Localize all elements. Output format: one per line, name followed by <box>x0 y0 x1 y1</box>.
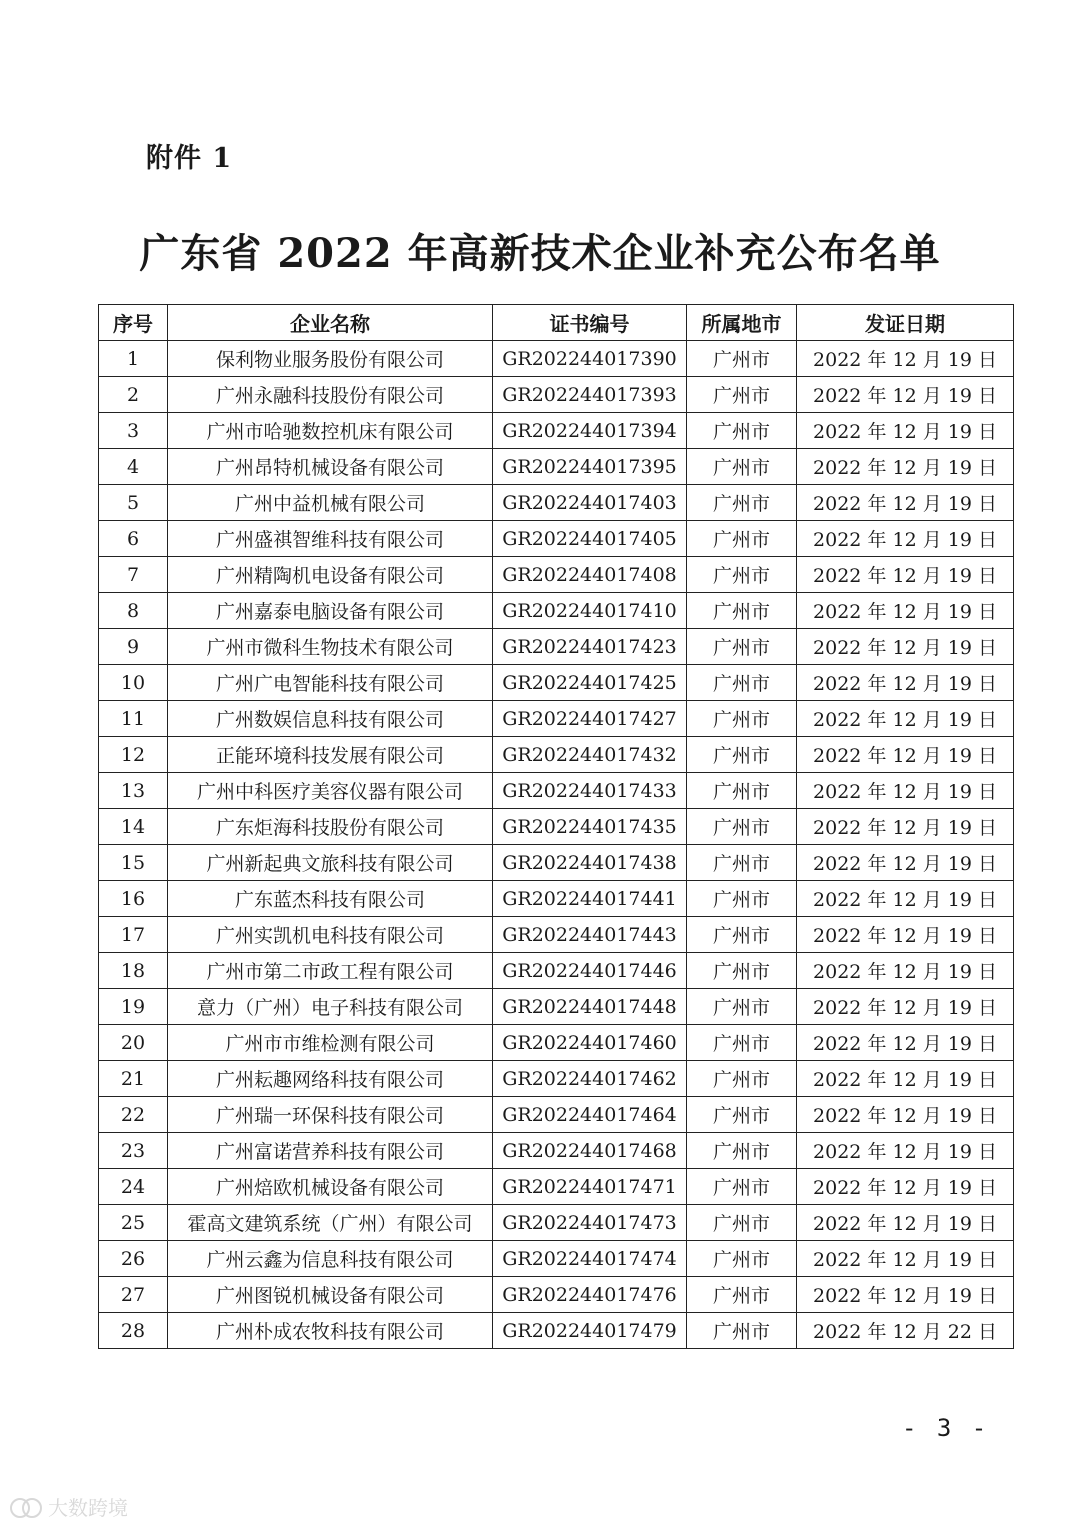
cell-certificate-number: GR202244017443 <box>493 917 687 953</box>
cell-index: 25 <box>99 1205 168 1241</box>
cell-index: 27 <box>99 1277 168 1313</box>
cell-index: 23 <box>99 1133 168 1169</box>
cell-city: 广州市 <box>687 1277 797 1313</box>
cell-issue-date: 2022 年 12 月 19 日 <box>797 521 1014 557</box>
cell-index: 15 <box>99 845 168 881</box>
cell-company-name: 广州市微科生物技术有限公司 <box>168 629 493 665</box>
cell-index: 12 <box>99 737 168 773</box>
cell-issue-date: 2022 年 12 月 19 日 <box>797 485 1014 521</box>
cell-issue-date: 2022 年 12 月 19 日 <box>797 881 1014 917</box>
table-row <box>99 1133 1014 1169</box>
cell-city: 广州市 <box>687 377 797 413</box>
cell-certificate-number: GR202244017427 <box>493 701 687 737</box>
table-row <box>99 809 1014 845</box>
cell-issue-date: 2022 年 12 月 19 日 <box>797 629 1014 665</box>
attachment-label: 附件 1 <box>146 143 233 174</box>
table-row <box>99 413 1014 449</box>
cell-certificate-number: GR202244017423 <box>493 629 687 665</box>
cell-city: 广州市 <box>687 809 797 845</box>
cell-issue-date: 2022 年 12 月 19 日 <box>797 377 1014 413</box>
cell-city: 广州市 <box>687 881 797 917</box>
cell-certificate-number: GR202244017432 <box>493 737 687 773</box>
cell-company-name: 广州广电智能科技有限公司 <box>168 665 493 701</box>
enterprise-table <box>98 304 1014 1349</box>
table-row <box>99 629 1014 665</box>
cell-certificate-number: GR202244017479 <box>493 1313 687 1349</box>
header-certificate-number: 证书编号 <box>493 305 687 341</box>
table-row <box>99 917 1014 953</box>
table-row <box>99 953 1014 989</box>
cell-index: 11 <box>99 701 168 737</box>
cell-certificate-number: GR202244017438 <box>493 845 687 881</box>
cell-index: 17 <box>99 917 168 953</box>
page-title: 广东省 2022 年高新技术企业补充公布名单 <box>139 230 941 277</box>
cell-issue-date: 2022 年 12 月 19 日 <box>797 1169 1014 1205</box>
cell-issue-date: 2022 年 12 月 19 日 <box>797 593 1014 629</box>
cell-index: 13 <box>99 773 168 809</box>
cell-index: 1 <box>99 341 168 377</box>
cell-issue-date: 2022 年 12 月 19 日 <box>797 449 1014 485</box>
cell-index: 20 <box>99 1025 168 1061</box>
cell-city: 广州市 <box>687 773 797 809</box>
cell-company-name: 广州图锐机械设备有限公司 <box>168 1277 493 1313</box>
cell-index: 21 <box>99 1061 168 1097</box>
cell-index: 22 <box>99 1097 168 1133</box>
cell-certificate-number: GR202244017471 <box>493 1169 687 1205</box>
header-company-name: 企业名称 <box>168 305 493 341</box>
cell-index: 8 <box>99 593 168 629</box>
table-row <box>99 1313 1014 1349</box>
cell-index: 10 <box>99 665 168 701</box>
cell-company-name: 广州昂特机械设备有限公司 <box>168 449 493 485</box>
cell-index: 3 <box>99 413 168 449</box>
cell-city: 广州市 <box>687 701 797 737</box>
cell-index: 18 <box>99 953 168 989</box>
cell-company-name: 霍高文建筑系统（广州）有限公司 <box>168 1205 493 1241</box>
cell-certificate-number: GR202244017403 <box>493 485 687 521</box>
table-row <box>99 557 1014 593</box>
cell-certificate-number: GR202244017405 <box>493 521 687 557</box>
header-city: 所属地市 <box>687 305 797 341</box>
watermark-text: 大数跨境 <box>48 1496 128 1520</box>
cell-issue-date: 2022 年 12 月 19 日 <box>797 917 1014 953</box>
cell-city: 广州市 <box>687 1061 797 1097</box>
cell-certificate-number: GR202244017408 <box>493 557 687 593</box>
cell-company-name: 广东蓝杰科技有限公司 <box>168 881 493 917</box>
cell-city: 广州市 <box>687 1313 797 1349</box>
cell-company-name: 广州新起典文旅科技有限公司 <box>168 845 493 881</box>
cell-certificate-number: GR202244017446 <box>493 953 687 989</box>
table-row <box>99 521 1014 557</box>
cell-index: 7 <box>99 557 168 593</box>
table-row <box>99 377 1014 413</box>
cell-company-name: 广州永融科技股份有限公司 <box>168 377 493 413</box>
watermark <box>10 1492 128 1521</box>
table-row <box>99 701 1014 737</box>
cell-certificate-number: GR202244017476 <box>493 1277 687 1313</box>
cell-city: 广州市 <box>687 953 797 989</box>
cell-certificate-number: GR202244017394 <box>493 413 687 449</box>
cell-city: 广州市 <box>687 1133 797 1169</box>
cell-index: 28 <box>99 1313 168 1349</box>
cell-company-name: 广州朴成农牧科技有限公司 <box>168 1313 493 1349</box>
cell-index: 14 <box>99 809 168 845</box>
cell-certificate-number: GR202244017473 <box>493 1205 687 1241</box>
cell-company-name: 正能环境科技发展有限公司 <box>168 737 493 773</box>
cell-issue-date: 2022 年 12 月 19 日 <box>797 341 1014 377</box>
cell-issue-date: 2022 年 12 月 19 日 <box>797 413 1014 449</box>
double-ring-logo-icon <box>10 1496 44 1518</box>
cell-company-name: 广州市市维检测有限公司 <box>168 1025 493 1061</box>
cell-company-name: 保利物业服务股份有限公司 <box>168 341 493 377</box>
cell-company-name: 广州市哈驰数控机床有限公司 <box>168 413 493 449</box>
header-issue-date: 发证日期 <box>797 305 1014 341</box>
cell-certificate-number: GR202244017474 <box>493 1241 687 1277</box>
cell-city: 广州市 <box>687 665 797 701</box>
table-row <box>99 881 1014 917</box>
cell-certificate-number: GR202244017441 <box>493 881 687 917</box>
cell-city: 广州市 <box>687 1025 797 1061</box>
cell-city: 广州市 <box>687 845 797 881</box>
cell-issue-date: 2022 年 12 月 19 日 <box>797 1205 1014 1241</box>
cell-city: 广州市 <box>687 413 797 449</box>
cell-issue-date: 2022 年 12 月 19 日 <box>797 701 1014 737</box>
cell-city: 广州市 <box>687 1097 797 1133</box>
cell-certificate-number: GR202244017425 <box>493 665 687 701</box>
table-row <box>99 989 1014 1025</box>
cell-company-name: 广州实凯机电科技有限公司 <box>168 917 493 953</box>
cell-company-name: 广州精陶机电设备有限公司 <box>168 557 493 593</box>
table-body <box>99 341 1014 1349</box>
cell-index: 19 <box>99 989 168 1025</box>
cell-certificate-number: GR202244017393 <box>493 377 687 413</box>
cell-company-name: 广州云鑫为信息科技有限公司 <box>168 1241 493 1277</box>
cell-index: 5 <box>99 485 168 521</box>
cell-certificate-number: GR202244017468 <box>493 1133 687 1169</box>
cell-city: 广州市 <box>687 449 797 485</box>
cell-certificate-number: GR202244017395 <box>493 449 687 485</box>
cell-issue-date: 2022 年 12 月 19 日 <box>797 989 1014 1025</box>
cell-company-name: 广州嘉泰电脑设备有限公司 <box>168 593 493 629</box>
cell-certificate-number: GR202244017410 <box>493 593 687 629</box>
table-row <box>99 1169 1014 1205</box>
cell-certificate-number: GR202244017462 <box>493 1061 687 1097</box>
cell-index: 9 <box>99 629 168 665</box>
cell-issue-date: 2022 年 12 月 22 日 <box>797 1313 1014 1349</box>
table-row <box>99 845 1014 881</box>
cell-issue-date: 2022 年 12 月 19 日 <box>797 1097 1014 1133</box>
cell-issue-date: 2022 年 12 月 19 日 <box>797 557 1014 593</box>
cell-company-name: 广州盛祺智维科技有限公司 <box>168 521 493 557</box>
cell-issue-date: 2022 年 12 月 19 日 <box>797 1025 1014 1061</box>
cell-city: 广州市 <box>687 1205 797 1241</box>
cell-city: 广州市 <box>687 521 797 557</box>
cell-certificate-number: GR202244017390 <box>493 341 687 377</box>
cell-issue-date: 2022 年 12 月 19 日 <box>797 1277 1014 1313</box>
cell-issue-date: 2022 年 12 月 19 日 <box>797 953 1014 989</box>
cell-company-name: 广州耘趣网络科技有限公司 <box>168 1061 493 1097</box>
cell-index: 2 <box>99 377 168 413</box>
cell-index: 24 <box>99 1169 168 1205</box>
cell-issue-date: 2022 年 12 月 19 日 <box>797 665 1014 701</box>
cell-certificate-number: GR202244017448 <box>493 989 687 1025</box>
table-row <box>99 485 1014 521</box>
cell-city: 广州市 <box>687 485 797 521</box>
cell-company-name: 广州富诺营养科技有限公司 <box>168 1133 493 1169</box>
cell-city: 广州市 <box>687 593 797 629</box>
cell-certificate-number: GR202244017433 <box>493 773 687 809</box>
cell-issue-date: 2022 年 12 月 19 日 <box>797 737 1014 773</box>
cell-index: 6 <box>99 521 168 557</box>
table-row <box>99 1061 1014 1097</box>
cell-issue-date: 2022 年 12 月 19 日 <box>797 809 1014 845</box>
cell-issue-date: 2022 年 12 月 19 日 <box>797 1061 1014 1097</box>
cell-city: 广州市 <box>687 341 797 377</box>
cell-company-name: 广州中科医疗美容仪器有限公司 <box>168 773 493 809</box>
cell-city: 广州市 <box>687 917 797 953</box>
table-row <box>99 1277 1014 1313</box>
cell-issue-date: 2022 年 12 月 19 日 <box>797 1133 1014 1169</box>
table-header-row <box>99 305 1014 341</box>
table-row <box>99 773 1014 809</box>
cell-issue-date: 2022 年 12 月 19 日 <box>797 845 1014 881</box>
cell-city: 广州市 <box>687 1241 797 1277</box>
table-row <box>99 1097 1014 1133</box>
cell-company-name: 广东炬海科技股份有限公司 <box>168 809 493 845</box>
cell-index: 4 <box>99 449 168 485</box>
cell-company-name: 广州焙欧机械设备有限公司 <box>168 1169 493 1205</box>
cell-company-name: 广州瑞一环保科技有限公司 <box>168 1097 493 1133</box>
header-index: 序号 <box>99 305 168 341</box>
cell-certificate-number: GR202244017464 <box>493 1097 687 1133</box>
cell-index: 16 <box>99 881 168 917</box>
cell-city: 广州市 <box>687 557 797 593</box>
table-row <box>99 1025 1014 1061</box>
cell-company-name: 广州中益机械有限公司 <box>168 485 493 521</box>
cell-issue-date: 2022 年 12 月 19 日 <box>797 773 1014 809</box>
table-row <box>99 341 1014 377</box>
cell-company-name: 意力（广州）电子科技有限公司 <box>168 989 493 1025</box>
table-row <box>99 737 1014 773</box>
page-number: - 3 - <box>902 1414 990 1442</box>
cell-issue-date: 2022 年 12 月 19 日 <box>797 1241 1014 1277</box>
table-row <box>99 665 1014 701</box>
cell-certificate-number: GR202244017435 <box>493 809 687 845</box>
cell-city: 广州市 <box>687 737 797 773</box>
cell-city: 广州市 <box>687 629 797 665</box>
table-row <box>99 449 1014 485</box>
cell-city: 广州市 <box>687 989 797 1025</box>
cell-company-name: 广州市第二市政工程有限公司 <box>168 953 493 989</box>
cell-index: 26 <box>99 1241 168 1277</box>
table-row <box>99 1241 1014 1277</box>
cell-certificate-number: GR202244017460 <box>493 1025 687 1061</box>
table-row <box>99 1205 1014 1241</box>
table-row <box>99 593 1014 629</box>
cell-city: 广州市 <box>687 1169 797 1205</box>
cell-company-name: 广州数娱信息科技有限公司 <box>168 701 493 737</box>
